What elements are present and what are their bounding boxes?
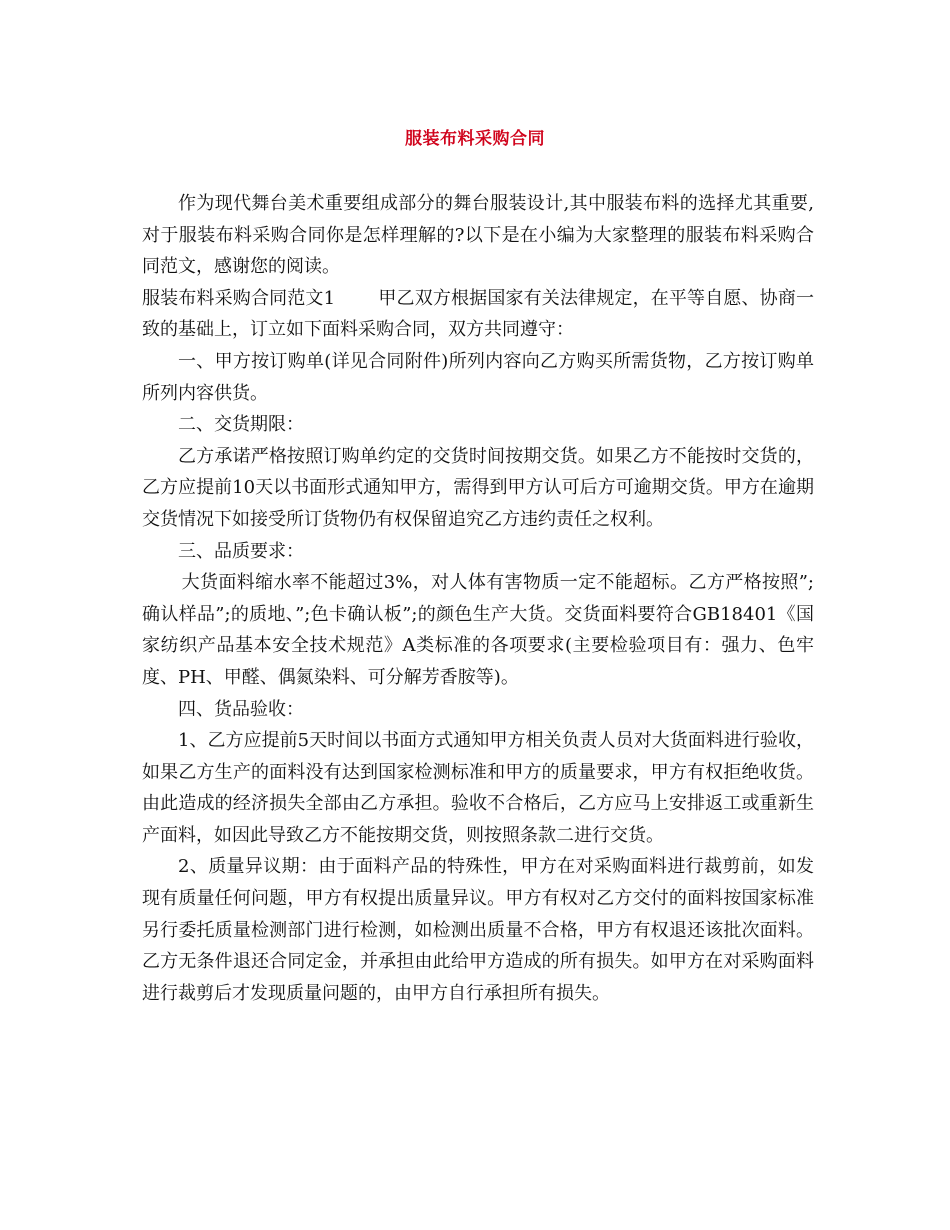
- clause-2-heading: 二、交货期限：: [178, 414, 304, 436]
- sample-paragraph: [142, 283, 814, 346]
- clause-4-item-1: 1、乙方应提前5天时间以书面方式通知甲方相关负责人员对大货面料进行验收，如果乙方生产的面料没有达到国家检测标准和甲方的质量要求，甲方有权拒绝收货。由此造成的经济损失全部由乙方承担。验收不合格后，乙方应马上安排返工或重新生产面料，如因此导致乙方不能按期交货，则按照条款二进行交货。: [142, 730, 814, 846]
- document-title: 服装布料采购合同: [405, 129, 545, 149]
- clause-2-text: 乙方承诺严格按照订购单约定的交货时间按期交货。如果乙方不能按时交货的，乙方应提前10天以书面形式通知甲方，需得到甲方认可后方可逾期交货。甲方在逾期交货情况下如接受所订货物仍有权保留追究乙方违约责任之权利。: [142, 445, 814, 530]
- sample-heading: 服装布料采购合同范文1: [142, 287, 336, 309]
- clause-3-heading: 三、品质要求：: [178, 540, 304, 562]
- clause-4-item-2: 2、质量异议期：由于面料产品的特殊性，甲方在对采购面料进行裁剪前，如发现有质量任何问题，甲方有权提出质量异议。甲方有权对乙方交付的面料按国家标准另行委托质量检测部门进行检测，如检测出质量不合格，甲方有权退还该批次面料。乙方无条件退还合同定金，并承担由此给甲方造成的所有损失。如甲方在对采购面料进行裁剪后才发现质量问题的，由甲方自行承担所有损失。: [142, 856, 814, 1004]
- sample-opening: 甲乙双方根据国家有关法律规定，在平等自愿、协商一致的基础上，订立如下面料采购合同，双方共同遵守：: [142, 287, 814, 341]
- intro-paragraph: 作为现代舞台美术重要组成部分的舞台服装设计,其中服装布料的选择尤其重要,对于服装布料采购合同你是怎样理解的?以下是在小编为大家整理的服装布料采购合同范文，感谢您的阅读。: [142, 193, 814, 278]
- clause-1: 一、甲方按订购单(详见合同附件)所列内容向乙方购买所需货物，乙方按订购单所列内容供货。: [142, 350, 814, 404]
- clause-3-text: 大货面料缩水率不能超过3%，对人体有害物质一定不能超标。乙方严格按照”;确认样品”;的质地、”;色卡确认板”;的颜色生产大货。交货面料要符合GB18401《国家纺织产品基本安全技术规范》A类标准的各项要求(主要检验项目有：强力、色牢度、PH、甲醛、偶氮染料、可分解芳香胺等)。: [142, 572, 814, 688]
- clause-4-heading: 四、货品验收：: [178, 698, 304, 720]
- document-body: [142, 188, 814, 1009]
